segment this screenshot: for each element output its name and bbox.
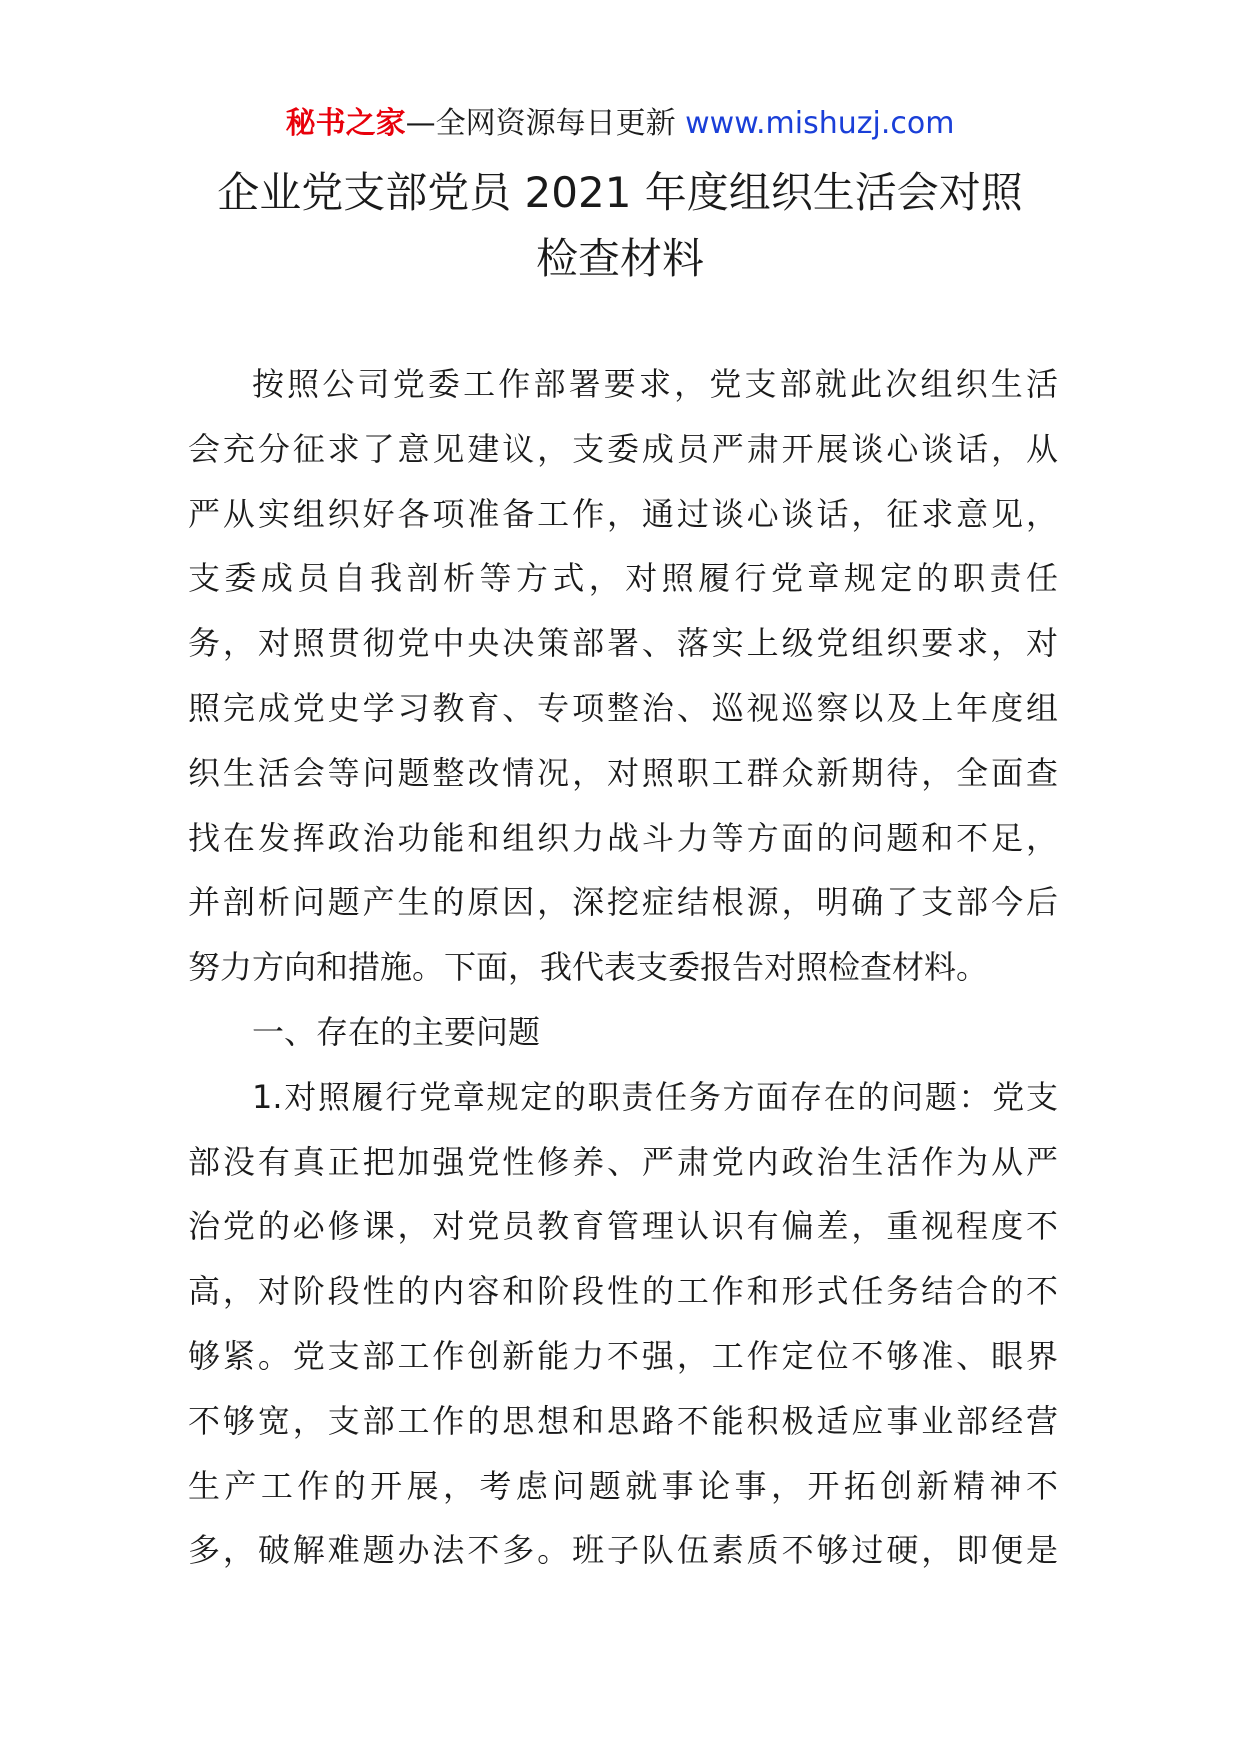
paragraph-line: 努力方向和措施。下面，我代表支委报告对照检查材料。 xyxy=(188,948,989,987)
title-line-1: 企业党支部党员 2021 年度组织生活会对照 xyxy=(217,168,1023,217)
paragraph-line: 生产工作的开展，考虑问题就事论事，开拓创新精神不 xyxy=(188,1466,1058,1505)
paragraph-line: 织生活会等问题整改情况，对照职工群众新期待，全面查 xyxy=(188,753,1058,792)
paragraph-line: 1.对照履行党章规定的职责任务方面存在的问题：党支 xyxy=(252,1077,1058,1116)
site-tagline: —全网资源每日更新 xyxy=(405,106,676,141)
site-brand: 秘书之家 xyxy=(285,106,406,141)
paragraph-line: 治党的必修课，对党员教育管理认识有偏差，重视程度不 xyxy=(188,1207,1058,1246)
document-body xyxy=(188,352,1058,1583)
site-url[interactable]: www.mishuzj.com xyxy=(685,106,955,141)
paragraph-line: 并剖析问题产生的原因，深挖症结根源，明确了支部今后 xyxy=(188,883,1058,922)
paragraph-line: 会充分征求了意见建议，支委成员严肃开展谈心谈话，从 xyxy=(188,429,1058,468)
paragraph-line: 多，破解难题办法不多。班子队伍素质不够过硬，即便是 xyxy=(188,1531,1058,1570)
paragraph-line: 找在发挥政治功能和组织力战斗力等方面的问题和不足， xyxy=(188,818,1058,857)
paragraph-line: 不够宽，支部工作的思想和思路不能积极适应事业部经营 xyxy=(188,1401,1058,1440)
paragraph-line: 部没有真正把加强党性修养、严肃党内政治生活作为从严 xyxy=(188,1142,1058,1181)
site-header xyxy=(0,100,1240,148)
title-line-2: 检查材料 xyxy=(535,234,704,283)
paragraph-line: 高，对阶段性的内容和阶段性的工作和形式任务结合的不 xyxy=(188,1272,1058,1311)
section-heading: 一、存在的主要问题 xyxy=(252,1012,541,1051)
document-title xyxy=(0,160,1240,292)
paragraph-line: 够紧。党支部工作创新能力不强，工作定位不够准、眼界 xyxy=(188,1336,1058,1375)
paragraph-line: 严从实组织好各项准备工作，通过谈心谈话，征求意见， xyxy=(188,494,1058,533)
paragraph-line: 支委成员自我剖析等方式，对照履行党章规定的职责任 xyxy=(188,559,1058,598)
paragraph-line: 照完成党史学习教育、专项整治、巡视巡察以及上年度组 xyxy=(188,688,1058,727)
paragraph-line: 按照公司党委工作部署要求，党支部就此次组织生活 xyxy=(252,365,1058,403)
paragraph-line: 务，对照贯彻党中央决策部署、落实上级党组织要求，对 xyxy=(188,624,1058,663)
